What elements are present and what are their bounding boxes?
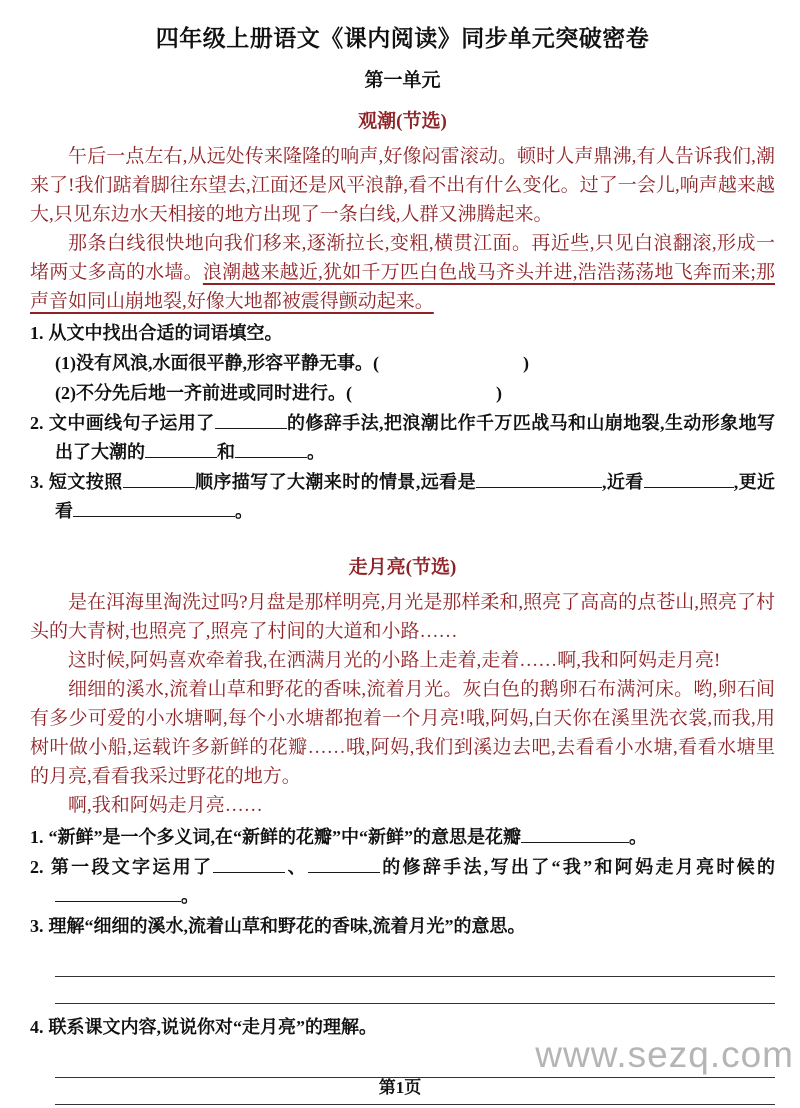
- watermark: www.sezq.com: [535, 1034, 794, 1075]
- question-text: 联系课文内容,说说你对“走月亮”的理解。: [48, 1017, 377, 1037]
- answer-line: [55, 977, 775, 1004]
- question-text: 从文中找出合适的词语填空。: [48, 323, 283, 343]
- answer-gap: [30, 1004, 775, 1012]
- fill-in-blank: [73, 500, 235, 517]
- question-number: 2.: [30, 413, 44, 433]
- question: [30, 468, 775, 526]
- question: [30, 319, 775, 348]
- section-guanchao: [30, 106, 775, 526]
- question-text: 理解“细细的溪水,流着山草和野花的香味,流着月光”的意思。: [48, 916, 526, 936]
- question: [30, 912, 775, 941]
- question-text: 文中画线句子运用了 的修辞手法,把浪潮比作千万匹战马和山崩地裂,生动形象地写出了大潮的 和 。: [48, 413, 775, 462]
- question-number: 3.: [30, 472, 44, 492]
- question-number: 4.: [30, 1017, 44, 1037]
- question-number: 2.: [30, 857, 44, 877]
- fill-in-blank: [476, 471, 602, 488]
- question-text: “新鲜”是一个多义词,在“新鲜的花瓣”中“新鲜”的意思是花瓣 。: [48, 827, 647, 847]
- section-zouyueliang: [30, 552, 775, 1105]
- fill-in-blank: [521, 826, 629, 843]
- sub-question: (1)没有风浪,水面很平静,形容平静无事。( ): [55, 353, 529, 373]
- question-text: 第一段文字运用了 、 的修辞手法,写出了“我”和阿妈走月亮时候的。: [48, 857, 775, 906]
- passage-paragraph: 这时候,阿妈喜欢牵着我,在洒满月光的小路上走着,走着……啊,我和阿妈走月亮!: [68, 650, 721, 671]
- fill-in-blank: [215, 412, 287, 429]
- fill-in-blank: [123, 471, 195, 488]
- passage-paragraph: 午后一点左右,从远处传来隆隆的响声,好像闷雷滚动。顿时人声鼎沸,有人告诉我们,潮来了!我们踮着脚往东望去,江面还是风平浪静,看不出有什么变化。过了一会儿,响声越来越大,只见东边水天相接的地方出现了一条白线,人群又沸腾起来。: [30, 146, 775, 225]
- question-number: 3.: [30, 916, 44, 936]
- passage-paragraph: 那条白线很快地向我们移来,逐渐拉长,变粗,横贯江面。再近些,只见白浪翻滚,形成一堵两丈多高的水墙。浪潮越来越近,犹如千万匹白色战马齐头并进,浩浩荡荡地飞奔而来;那声音如同山崩地裂,好像大地都被震得颤动起来。: [30, 233, 775, 312]
- answer-gap: [30, 942, 775, 950]
- question: [30, 823, 775, 852]
- page-title: 四年级上册语文《课内阅读》同步单元突破密卷: [155, 26, 650, 51]
- passage-paragraph: 细细的溪水,流着山草和野花的香味,流着月光。灰白色的鹅卵石布满河床。哟,卵石间有多少可爱的小水塘啊,每个小水塘都抱着一个月亮!哦,阿妈,白天你在溪里洗衣裳,而我,用树叶做小船,运载许多新鲜的花瓣……哦,阿妈,我们到溪边去吧,去看看小水塘,看看水塘里的月亮,看看我采过野花的地方。: [30, 679, 775, 787]
- section1-questions: [30, 319, 775, 526]
- passage-paragraph: 是在洱海里淘洗过吗?月盘是那样明亮,月光是那样柔和,照亮了高高的点苍山,照亮了村头的大青树,也照亮了,照亮了村间的大道和小路……: [30, 592, 775, 642]
- fill-in-blank: [235, 441, 307, 458]
- section1-heading: 观潮(节选): [358, 111, 447, 132]
- section2-heading: 走月亮(节选): [348, 557, 457, 578]
- sub-question: (2)不分先后地一齐前进或同时进行。( ): [55, 383, 502, 403]
- fill-in-blank: [308, 856, 380, 873]
- fill-in-blank: [213, 856, 285, 873]
- unit-heading: 第一单元: [364, 70, 441, 91]
- question-text: 短文按照 顺序描写了大潮来时的情景,远看是 ,近看 ,更近看 。: [48, 472, 776, 521]
- fill-in-blank: [145, 441, 217, 458]
- question: [30, 409, 775, 467]
- fill-in-blank: [644, 471, 734, 488]
- question: [30, 853, 775, 911]
- question-number: 1.: [30, 323, 44, 343]
- section1-passage: [30, 142, 775, 316]
- page-number: 第1页: [378, 1078, 422, 1097]
- section2-passage: [30, 588, 775, 820]
- fill-in-blank: [55, 885, 181, 902]
- passage-paragraph: 啊,我和阿妈走月亮……: [68, 795, 263, 816]
- answer-line: [55, 950, 775, 977]
- question-number: 1.: [30, 827, 44, 847]
